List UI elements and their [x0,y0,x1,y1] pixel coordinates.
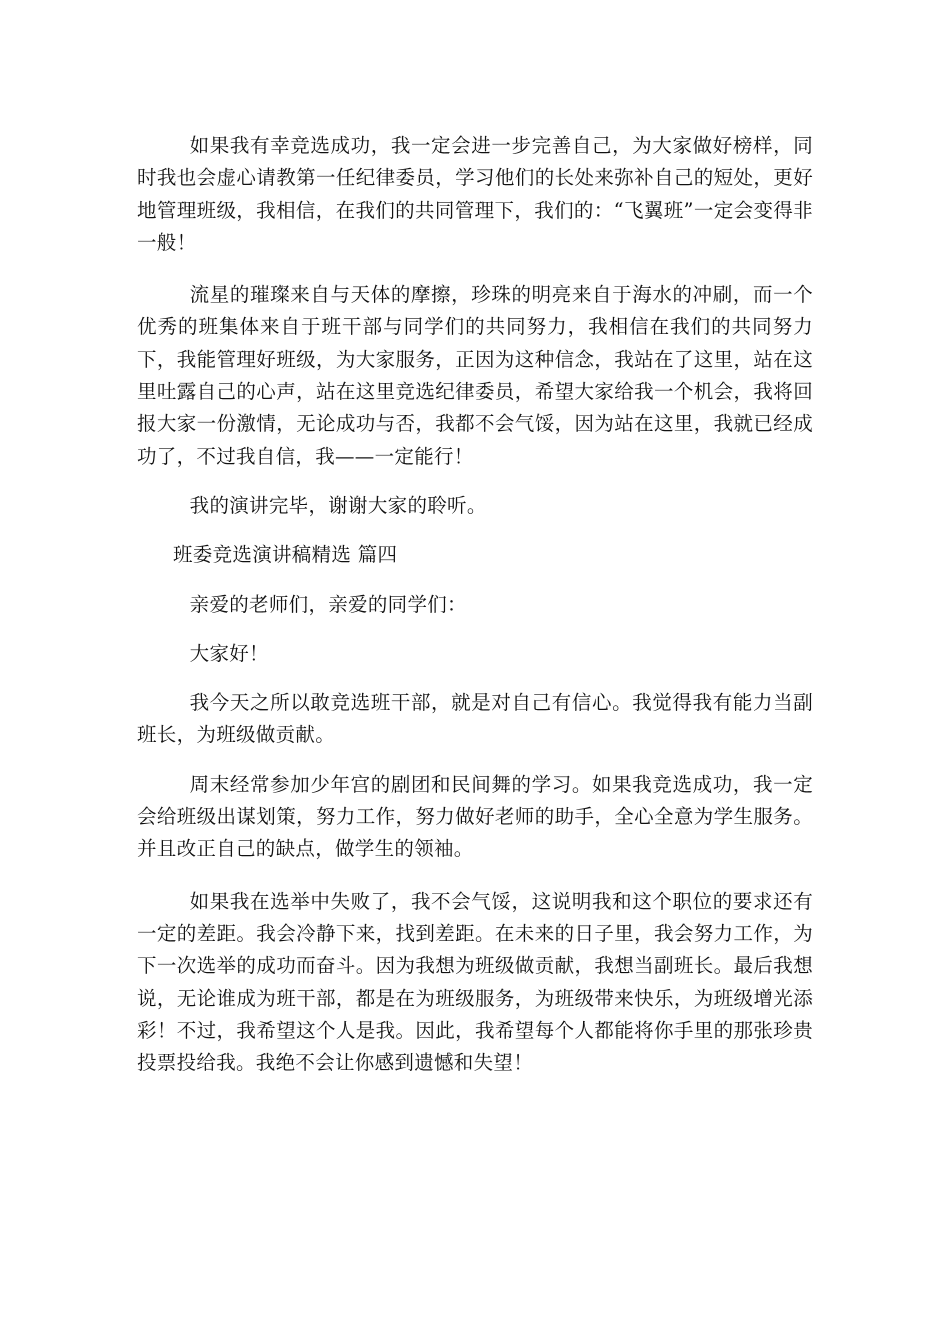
greeting: 大家好！ [189,641,269,665]
paragraph-gap [137,621,813,638]
paragraph-gap [137,866,813,886]
paragraph: 如果我有幸竞选成功，我一定会进一步完善自己，为大家做好榜样，同时我也会虚心请教第一任纪律委员，学习他们的长处来弥补自己的短处，更好地管理班级，我相信，在我们的共同管理下，我们的：“飞翼班”一定会变得非一般！ [137,134,813,254]
paragraph: 我今天之所以敢竞选班干部，就是对自己有信心。我觉得我有能力当副班长，为班级做贡献。 [137,691,813,747]
paragraph-gap [137,259,813,279]
document-body [137,130,813,1079]
salutation: 亲爱的老师们，亲爱的同学们： [189,592,467,616]
paragraph: 我的演讲完毕，谢谢大家的聆听。 [189,493,487,517]
paragraph: 周末经常参加少年宫的剧团和民间舞的学习。如果我竞选成功，我一定会给班级出谋划策，努力工作，努力做好老师的助手，全心全意为学生服务。并且改正自己的缺点，做学生的领袖。 [137,772,813,861]
paragraph-gap [137,572,813,589]
paragraph-gap [137,670,813,687]
paragraph-gap [137,752,813,769]
paragraph-gap [137,522,813,539]
section-heading: 班委竞选演讲稿精选 篇四 [173,543,398,567]
paragraph-gap [137,473,813,490]
paragraph: 如果我在选举中失败了，我不会气馁，这说明我和这个职位的要求还有一定的差距。我会冷静下来，找到差距。在未来的日子里，我会努力工作，为下一次选举的成功而奋斗。因为我想为班级做贡献，我想当副班长。最后我想说，无论谁成为班干部，都是在为班级服务，为班级带来快乐，为班级增光添彩！不过，我希望这个人是我。因此，我希望每个人都能将你手里的那张珍贵投票投给我。我绝不会让你感到遗憾和失望！ [137,889,813,1075]
paragraph: 流星的璀璨来自与天体的摩擦，珍珠的明亮来自于海水的冲刷，而一个优秀的班集体来自于班干部与同学们的共同努力，我相信在我们的共同努力下，我能管理好班级，为大家服务，正因为这种信念，我站在了这里，站在这里吐露自己的心声，站在这里竞选纪律委员，希望大家给我一个机会，我将回报大家一份激情，无论成功与否，我都不会气馁，因为站在这里，我就已经成功了，不过我自信，我——一定能行！ [137,283,813,468]
